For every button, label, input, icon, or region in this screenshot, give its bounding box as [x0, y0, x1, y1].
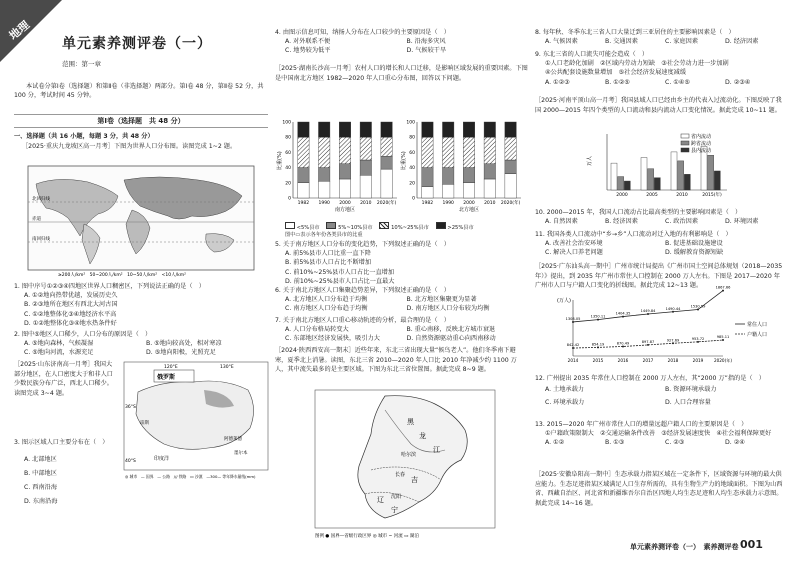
- north-bar-2020(年)-2: [505, 137, 516, 160]
- q10-option-c[interactable]: C. 政治因素: [665, 218, 699, 226]
- q11-option-c[interactable]: C. 解决人口养老问题: [545, 249, 603, 257]
- map2-label-120e: 120°E: [164, 365, 178, 370]
- legend-migration-1: 跨省流动: [691, 141, 712, 147]
- q9-statement-2: ④公共配套设施数量增加 ⑤社会经济发展速度减缓: [545, 69, 687, 77]
- gz-data-label: 870.49: [616, 341, 630, 346]
- column-middle: [275, 0, 528, 564]
- q3-option-a[interactable]: A. 北部地区: [24, 456, 57, 464]
- north-bar-1982-2: [422, 137, 433, 167]
- q11-option-b[interactable]: B. 促进基础设施建设: [665, 240, 723, 248]
- q7-option-d[interactable]: D. 自然资源驱动重心向西南移动: [406, 335, 496, 343]
- exam-intro: 本试卷分第Ⅰ卷（选择题）和第Ⅱ卷（非选择题）两部分。第Ⅰ卷 48 分，第Ⅱ卷 52 分，共 100 分，考试时间 45 分钟。: [14, 83, 264, 99]
- q7-options: [275, 325, 528, 343]
- map3-label-liao: 辽: [377, 496, 384, 504]
- q8-stem: 8. 每年秋、冬季东北三省人口大量迁到三亚居住的主要影响因素是（ ）: [535, 29, 735, 36]
- north-ytick: 60: [409, 150, 415, 156]
- australia-map: [124, 362, 268, 484]
- migration-bar-2015(年)-1: [708, 155, 714, 190]
- chart-north: [406, 120, 521, 214]
- q3-option-d[interactable]: D. 东南沿海: [24, 498, 58, 506]
- south-xtick: 2010: [360, 201, 372, 206]
- migration-bar-2015(年)-2: [714, 171, 720, 190]
- gz-point-0-6: [722, 290, 724, 292]
- chart-guangzhou-legend: [735, 321, 767, 338]
- q8-option-c[interactable]: C. 家庭因素: [665, 38, 699, 46]
- south-bar-2020(年)-1: [381, 156, 392, 169]
- q2-options: [14, 339, 268, 357]
- q4-option-c[interactable]: C. 地势较为低平: [285, 47, 331, 55]
- south-bar-2010-0: [360, 175, 371, 198]
- source-q8: ［2024·陕西西安高一期末］近些年来，东北三省出现大量“候鸟老人”。他们冬季南下避寒，夏季北上消暑。读图，东北三省 2010—2020 年人口比 2010 年净减少约 1100 万人，其中流失最多的是主要区域。下图为东北三省位置图。据此完成 8~9 题。: [275, 347, 517, 373]
- north-bar-2000-3: [463, 122, 474, 137]
- north-bar-2010-0: [484, 179, 495, 198]
- q2-option-d[interactable]: D. ⑤地向阳极，光照充足: [146, 349, 216, 357]
- q11-stem: 11. 我国各类人口流动中“乡→乡”人口流动对迁入地的有利影响是（ ）: [535, 231, 732, 238]
- migration-xtick: 2010: [676, 193, 688, 198]
- q10-option-d[interactable]: D. 环境因素: [725, 218, 759, 226]
- legend-resident: 常住人口: [747, 322, 768, 328]
- south-ytick: 0: [288, 196, 291, 202]
- map2-label-indian-ocean: 印度洋: [154, 456, 170, 462]
- legend-gt25: >25%县市: [447, 225, 474, 231]
- gz-data-label: 854.19: [591, 342, 605, 347]
- q2-stem: 2. 图中⑤地区人口稀少，人口分布的原因是（ ）: [14, 331, 152, 338]
- north-bar-1990-0: [442, 184, 453, 198]
- south-ytick: 100: [282, 120, 291, 126]
- north-bar-2020(年)-3: [505, 122, 516, 137]
- question-11: [535, 230, 785, 258]
- q12-option-c[interactable]: C. 环境承载力: [545, 399, 585, 407]
- gz-data-label: 1350.11: [590, 314, 606, 319]
- north-title: 北方地区: [458, 207, 480, 213]
- q11-options: [535, 239, 785, 257]
- north-bar-1990-3: [442, 122, 453, 137]
- q6-stem: 6. 关于南北方地区人口集聚趋势差异，下列叙述正确的是（ ）: [275, 287, 450, 294]
- chart-guangzhou: [566, 286, 733, 364]
- south-bar-2010-1: [360, 160, 371, 175]
- question-12: [535, 374, 785, 409]
- north-bar-1990-1: [442, 168, 453, 185]
- q5-option-b[interactable]: B. 前5%县市人口占比不断增加: [285, 259, 372, 267]
- q4-options: [275, 37, 528, 55]
- q3-options: [14, 453, 118, 509]
- migration-bar-chart: [585, 130, 765, 206]
- south-ytick: 80: [285, 135, 291, 141]
- q13-choice-c[interactable]: C. ②③: [665, 439, 685, 447]
- gz-point-1-3: [647, 344, 649, 346]
- q6-option-d[interactable]: D. 南方地区人口分布较为均衡: [406, 305, 490, 313]
- north-ytick: 0: [412, 196, 415, 202]
- q1-options: [14, 291, 268, 328]
- south-bar-2010-2: [360, 137, 371, 160]
- south-xtick: 2020(年): [376, 201, 397, 206]
- source-q10: ［2025·河南平顶山高一月考］我国县域人口已经由乡主的代表入过流动化。下图反映了我国 2000—2015 年四个类型的人口流动和县内流动人口变化情况。据此完成 10~11 题。: [535, 97, 782, 114]
- q1-option-d[interactable]: D. ①②地整体化③④地水热条件好: [24, 319, 117, 327]
- q1-stem: 1. 图中序号①②③④四地区世界人口稠密区，下列说法正确的是（ ）: [14, 283, 205, 290]
- gz-point-1-6: [722, 339, 724, 341]
- north-bar-1990-2: [442, 137, 453, 167]
- gz-xtick: 2019: [692, 358, 704, 363]
- q5-option-d[interactable]: D. 前10%~25%县市人口占比一直最大: [285, 277, 395, 285]
- question-13: [535, 420, 785, 448]
- migration-bar-2010-0: [671, 152, 677, 190]
- gz-data-label: 1404.35: [615, 311, 631, 316]
- footer-label: 单元素养测评卷（一） 素养测评卷: [630, 543, 739, 551]
- q8-option-a[interactable]: A. 气候因素: [545, 38, 578, 46]
- gz-point-1-2: [622, 345, 624, 347]
- south-bar-2000-1: [339, 164, 350, 179]
- south-bar-2000-3: [339, 122, 350, 137]
- q5-option-a[interactable]: A. 前5%县市人口比重一直下降: [285, 250, 371, 258]
- migration-bar-2010-2: [684, 174, 690, 190]
- column-left: [14, 0, 268, 564]
- q9-choice-a[interactable]: A. ①②③: [545, 78, 570, 86]
- north-bar-2000-1: [463, 168, 474, 183]
- q9-choice-b[interactable]: B. ①②⑤: [605, 78, 630, 86]
- map2-label-36s: 36°S: [125, 405, 136, 410]
- q9-choice-d[interactable]: D. ②③④: [725, 78, 751, 86]
- gz-data-label: 1449.84: [640, 309, 656, 313]
- north-ytick: 80: [409, 135, 415, 141]
- map3-label-harbin: 哈尔滨: [401, 452, 417, 458]
- q12-option-d[interactable]: D. 人口合理容量: [665, 399, 711, 407]
- migration-xtick: 2000: [616, 193, 628, 198]
- south-bar-1982-0: [298, 183, 309, 198]
- north-bar-2010-3: [484, 122, 495, 137]
- source-q12: ［2025·广东汕头高一期中］广州市统计局提出《广州市国土空间总体规划（2018—2035 年）》提出，到 2035 年广州市常住人口控制在 2000 万人左右。下图是 2017—2020 年广州市人口与户籍人口变化的折线图。据此完成 12~13 题。: [535, 263, 783, 289]
- gz-xtick: 2014: [567, 358, 579, 363]
- north-ytick: 100: [406, 120, 415, 126]
- south-bar-2020(年)-2: [381, 137, 392, 156]
- map3-label-ning: 宁: [391, 506, 398, 514]
- q3-option-b[interactable]: B. 中部地区: [24, 470, 57, 478]
- north-bar-1982-1: [422, 168, 433, 187]
- q13-choice-d[interactable]: D. ②④: [725, 439, 745, 447]
- gz-data-label: 927.69: [666, 338, 680, 343]
- source-q5: ［2025·湖南长沙高一月考］农村人口的增长和人口迁移，是影响区域发展的重要因素。下图是中国南北方地区 1982—2020 年人口重心分布图，回答以下问题。: [275, 65, 528, 82]
- south-bar-2020(年)-0: [381, 169, 392, 198]
- q9-statement-1: ①人口老龄化加剧 ②区域内劳动力短缺 ③社会劳动力进一步加剧: [545, 60, 729, 68]
- q1-option-c[interactable]: C. ①②地整体化③④地经济水平高: [24, 310, 117, 318]
- q7-option-b[interactable]: B. 重心南移，反映北方城市衰退: [406, 326, 496, 334]
- q1-option-a[interactable]: A. ①②地向热带优越，发展历史久: [24, 292, 118, 300]
- migration-bar-2000-2: [624, 181, 630, 190]
- map2-label-40s: 40°S: [125, 459, 136, 464]
- question-5: [275, 240, 528, 286]
- q4-option-b[interactable]: B. 沿海多灾风: [406, 38, 446, 46]
- legend-10-25: 10%~25%县市: [391, 225, 429, 231]
- south-ytick: 40: [285, 166, 291, 172]
- north-bar-2010-2: [484, 137, 495, 164]
- map3-label-changchun: 长春: [395, 472, 406, 478]
- gz-point-1-4: [672, 342, 674, 344]
- source-q3: ［2025·山东济南高一月考］我国大部分地区，在人口密度大于和非人口少数民族分布广泛，西北人口稀少。读图完成 3~4 题。: [14, 361, 113, 397]
- map3-label-shenyang: 沈阳: [391, 494, 402, 500]
- gz-data-label: 953.72: [691, 336, 705, 341]
- q13-stem: 13. 2015—2020 年广州市常住人口的增量远超户籍人口的主要原因是（ ）: [535, 421, 748, 428]
- q8-options: [535, 37, 785, 46]
- map1-legend: ≥200人/km² 50~200人/km² 10~50人/km² <10人/km²: [58, 273, 186, 278]
- legend-migration-0: 省内流动: [691, 134, 712, 140]
- south-bar-2000-0: [339, 179, 350, 198]
- q2-option-c[interactable]: C. ⑤地向河流，水源充足: [24, 349, 94, 357]
- map3-label-ji: 吉: [411, 476, 418, 484]
- north-bar-2000-0: [463, 183, 474, 198]
- q4-stem: 4. 由图示信息可知，纳扬人分布在人口较少的主要原因是（ ）: [275, 29, 450, 36]
- south-ytick: 20: [285, 181, 291, 187]
- legend-registered: 户籍人口: [747, 332, 768, 338]
- q12-options: [535, 383, 785, 409]
- map2-label-melbourne: 墨尔本: [234, 451, 248, 456]
- gz-xtick: 2017: [642, 358, 654, 363]
- north-bar-2020(年)-0: [505, 174, 516, 198]
- legend-lt5: <5%县市: [296, 225, 320, 231]
- q9-statements: [535, 59, 785, 77]
- q6-options: [275, 295, 528, 313]
- south-bar-2010-3: [360, 122, 371, 137]
- question-6: [275, 286, 528, 314]
- map1-label-tropic-s: 南回归线: [32, 237, 50, 242]
- map2-title: 俄罗斯: [157, 374, 176, 381]
- map2-legend: ◎ 城市 — 国界 — 公路 /// 铁路 ▭ 沙漠 —300— 等年降水量线(mm): [125, 474, 256, 479]
- gz-data-label: 1867.66: [715, 285, 731, 290]
- south-bar-1990-2: [318, 137, 329, 167]
- north-bar-2000-2: [463, 137, 474, 167]
- legend-migration-2: 县内流动: [691, 148, 712, 154]
- north-ytick: 20: [409, 181, 415, 187]
- south-xtick: 2000: [339, 201, 351, 206]
- migration-bar-2005-2: [654, 178, 660, 190]
- gz-point-0-5: [697, 309, 699, 311]
- migration-bar-2005-1: [648, 169, 654, 190]
- source-q1: ［2025·重庆九龙坡区高一月考］下图为世界人口分布图。读图完成 1~2 题。: [22, 143, 237, 150]
- south-bar-1982-2: [298, 137, 309, 167]
- q5-options: [275, 249, 528, 286]
- south-bar-1982-3: [298, 122, 309, 137]
- part1-heading: 第Ⅰ卷（选择题 共 48 分）: [14, 114, 268, 128]
- q2-option-a[interactable]: A. ⑤地向森林，气候凝湿: [24, 340, 94, 348]
- gz-point-1-5: [697, 341, 699, 343]
- chart-legend-1: [285, 222, 525, 239]
- north-xtick: 2020(年): [500, 201, 521, 206]
- q10-option-b[interactable]: B. 经济因素: [605, 218, 638, 226]
- gz-point-0-1: [597, 319, 599, 321]
- q6-option-c[interactable]: C. 南方地区人口分布趋于均衡: [285, 305, 368, 313]
- q4-option-a[interactable]: A. 对外联系不便: [285, 38, 331, 46]
- migration-xtick: 2005: [646, 193, 658, 198]
- question-4: [275, 28, 528, 56]
- migration-bar-2000-0: [611, 163, 617, 190]
- column-right: [535, 0, 785, 564]
- chart-migration-legend: [681, 133, 711, 154]
- map3-label-long: 龙: [419, 432, 426, 440]
- subject-tag: 地理: [6, 18, 32, 43]
- map1-label-tropic-n: 北回归线: [32, 197, 50, 202]
- map3-legend: 图例 ● 国界—省级行政区界 ◎ 城市 ~ 河流 ▭ 湖泊: [315, 534, 419, 539]
- q3-option-c[interactable]: C. 西南沿海: [24, 484, 58, 492]
- source-q14: ［2025·安徽阜阳高一期中］生态承载力指某区域在一定条件下，区域资源与环境的最大供应能力。生态足迹指某区域满足人口生存所需的，具有生物生产力的地域面积。下图为山西省、西藏自治区、河北省和新疆维吾尔自治区四地人均生态足迹和人均生态承载力示意图。据此完成 14~16 题。: [535, 471, 783, 507]
- south-xtick: 1990: [318, 201, 330, 206]
- q12-stem: 12. 广州提出 2035 年常住人口控制在 2000 万人左右，其“2000 万”指的是（ ）: [535, 375, 765, 382]
- q10-options: [535, 217, 785, 226]
- q5-stem: 5. 关于南方地区人口分布的变化趋势，下列叙述正确的是（ ）: [275, 241, 450, 248]
- q3-stem: 3. 图示区域人口主要分布在（ ）: [14, 439, 109, 446]
- world-population-map: [28, 166, 254, 278]
- map2-label-130e: 130°E: [220, 365, 234, 370]
- gz-point-0-2: [622, 316, 624, 318]
- chart-north-ylabel: 比重(%): [401, 151, 407, 170]
- q4-option-d[interactable]: D. 气候较干旱: [406, 47, 447, 55]
- q13-choice-b[interactable]: B. ①③: [605, 439, 625, 447]
- page-number: 001: [740, 538, 763, 551]
- north-bar-1982-0: [422, 187, 433, 198]
- migration-bar-2010-1: [678, 161, 684, 190]
- gz-xtick: 2018: [667, 358, 679, 363]
- south-title: 南方地区: [334, 207, 356, 213]
- county-bar-charts: [275, 118, 528, 228]
- map3-label-hei: 黑: [407, 418, 414, 426]
- south-bar-1990-3: [318, 122, 329, 137]
- gz-point-0-0: [572, 321, 574, 323]
- map1-label-equator: 赤道: [32, 217, 41, 222]
- north-xtick: 1990: [442, 201, 454, 206]
- south-bar-2020(年)-3: [381, 122, 392, 137]
- q8-option-b[interactable]: B. 交通因素: [605, 38, 638, 46]
- chart-south-ylabel: 比重(%): [277, 151, 283, 170]
- gz-xtick: 2020(年): [713, 358, 733, 363]
- gz-xtick: 2016: [617, 358, 629, 363]
- migration-xtick: 2015(年): [702, 193, 722, 198]
- south-ytick: 60: [285, 150, 291, 156]
- section-title: 一、选择题（共 16 小题，每题 3 分，共 48 分）: [14, 133, 154, 140]
- gz-point-0-4: [672, 311, 674, 313]
- northeast-china-map: [315, 390, 495, 540]
- q7-option-c[interactable]: C. 东部地区经济发展快，吸引力大: [285, 335, 380, 343]
- gz-data-label: 1308.05: [565, 316, 581, 321]
- q7-option-a[interactable]: A. 人口分布格局转变大: [285, 326, 349, 334]
- question-2: [14, 330, 268, 358]
- legend-5-10: 5%~10%县市: [338, 225, 373, 231]
- north-bar-1982-3: [422, 122, 433, 137]
- q13-statement: ①户籍政策限制大 ②交通运输条件改善 ③经济发展速度快 ④社会福利保障更好: [545, 430, 772, 438]
- guangzhou-line-chart: [555, 285, 781, 374]
- q11-option-a[interactable]: A. 改善社会治安环境: [545, 240, 603, 248]
- q11-option-d[interactable]: D. 缓解教育资源短缺: [665, 249, 724, 257]
- gz-point-1-1: [597, 346, 599, 348]
- q12-option-b[interactable]: B. 资源环境承载力: [665, 386, 717, 394]
- question-10: [535, 208, 785, 226]
- q6-option-a[interactable]: A. 北方地区人口分布趋于均衡: [285, 296, 368, 304]
- chart-guangzhou-ylabel: (万人): [557, 298, 571, 304]
- gz-data-label: 1490.44: [665, 306, 681, 311]
- migration-bar-2000-1: [618, 177, 624, 190]
- question-1: [14, 282, 268, 328]
- q13-choices: [535, 438, 785, 447]
- q9-choices: [535, 78, 785, 87]
- q9-choice-c[interactable]: C. ①④⑤: [665, 78, 690, 86]
- south-bar-1982-1: [298, 168, 309, 183]
- chart-migration-ylabel: 万人: [587, 155, 593, 166]
- q12-option-a[interactable]: A. 土地承载力: [545, 386, 584, 394]
- chart-south: [282, 120, 397, 214]
- q7-stem: 7. 关于南北方地区人口重心移动轨迹的分析，最合理的是（ ）: [275, 317, 450, 324]
- question-7: [275, 316, 528, 344]
- q10-stem: 10. 2000—2015 年，我国人口流动占比最高类型的主要影响因素是（ ）: [535, 209, 742, 216]
- map2-label-adelaide: 阿德莱德: [224, 437, 242, 442]
- south-bar-1990-1: [318, 168, 329, 182]
- q6-option-b[interactable]: B. 北方地区集聚更为显著: [406, 296, 477, 304]
- migration-bar-2005-0: [641, 158, 647, 190]
- gz-point-0-3: [647, 313, 649, 315]
- map2-label-perth: 珀斯: [140, 421, 149, 426]
- q9-stem: 9. 东北三省的人口流失可能会造成（ ）: [535, 51, 649, 58]
- q13-choice-a[interactable]: A. ①②: [545, 439, 565, 447]
- gz-data-label: 1530.59: [690, 304, 706, 309]
- gz-point-1-0: [572, 347, 574, 349]
- gz-xtick: 2015: [592, 358, 604, 363]
- gz-data-label: 842.42: [566, 343, 580, 348]
- south-xtick: 1982: [297, 201, 310, 206]
- chart-legend-note: 图中▭表示各年份各类县市的比重: [285, 232, 363, 238]
- question-8: [535, 28, 785, 46]
- q10-option-a[interactable]: A. 自然因素: [545, 218, 578, 226]
- south-bar-2000-2: [339, 137, 350, 164]
- map3-label-jiang: 江: [433, 446, 440, 454]
- north-xtick: 2000: [463, 201, 475, 206]
- gz-data-label: 985.11: [716, 335, 730, 340]
- gz-data-label: 897.87: [641, 339, 655, 344]
- q1-option-b[interactable]: B. ②③地所在地区有西北大河古国: [24, 301, 118, 309]
- north-ytick: 40: [409, 166, 415, 172]
- q5-option-c[interactable]: C. 前10%~25%县市人口占比一直增加: [285, 268, 395, 276]
- q2-option-b[interactable]: B. ⑤地向较高处，相对寒凉: [146, 340, 222, 348]
- south-bar-1990-0: [318, 181, 329, 198]
- question-9: [535, 50, 785, 87]
- north-xtick: 2010: [484, 201, 496, 206]
- north-xtick: 1982: [421, 201, 434, 206]
- question-3: [14, 438, 118, 509]
- page-title: 单元素养测评卷（一）: [62, 36, 212, 52]
- q8-option-d[interactable]: D. 经济因素: [725, 38, 759, 46]
- page-scope: 范围：第一章: [62, 60, 101, 68]
- north-bar-2010-1: [484, 164, 495, 179]
- north-bar-2020(年)-1: [505, 160, 516, 174]
